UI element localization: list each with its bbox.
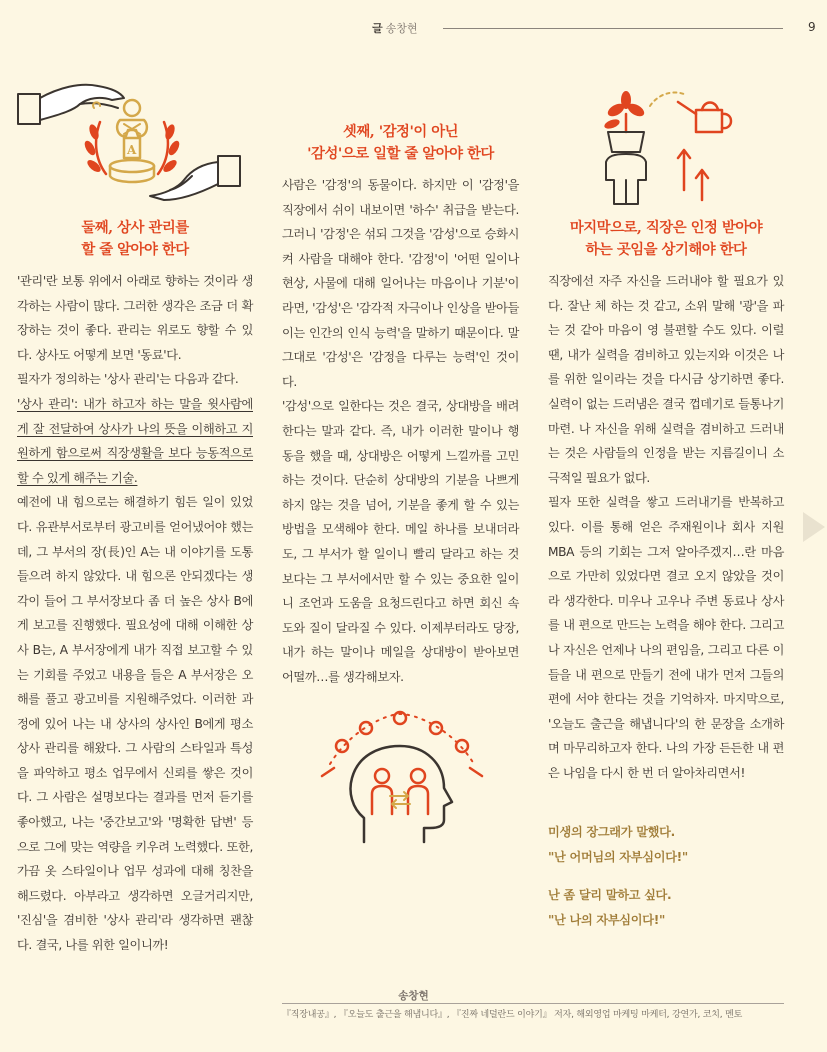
plant-head-watering-illustration: [598, 80, 748, 212]
paragraph: '감성'으로 일한다는 것은 결국, 상대방을 배려한다는 말과 같다. 즉, 내가 이러한 말이나 행동을 했을 때, 상대방은 어떻게 느낄까를 고민하는 것이다. 단순히 상대방의 기분을 나쁘게 하지 않는 것을 넘어, 기분을 좋게 할 수 있는 방법을 모색해야 한다. 메일 하나를 보내더라도, 그 부서가 할 일이니 빨리 달라고 하는 것보다는 그 부서에서만 할 수 있는 중요한 일이니 조언과 도움을 요청드린다고 하면 회신 속도와 질이 달라질 수 있다. 이제부터라도 당장, 내가 하는 말이나 메일을 상대방이 받아보면 어떨까…를 생각해보자.: [282, 399, 519, 684]
page-header: [0, 20, 827, 40]
hands-trophy-illustration: [14, 76, 244, 208]
header-rule: [443, 28, 783, 29]
closing-quote-2: 난 좀 달리 말하고 싶다. "난 나의 자부심이다!": [548, 888, 672, 927]
section-heading-manage-boss: 둘째, 상사 관리를 할 줄 알아야 한다: [81, 219, 189, 258]
section-heading-emotion: 셋째, '감정'이 아닌 '감성'으로 일할 줄 알아야 한다: [307, 123, 494, 162]
footer-rule: [282, 1003, 784, 1004]
paragraph: '관리'란 보통 위에서 아래로 향하는 것이라 생각하는 사람이 많다. 그러한 생각은 조금 더 확장하는 것이 좋다. 관리는 위로도 향할 수 있다. 상사도 어떻게 보면 '동료'다.: [17, 274, 253, 362]
closing-quote-1: 미생의 장그래가 말했다. "난 어머님의 자부심이다!": [548, 825, 688, 864]
paragraph: 사람은 '감정'의 동물이다. 하지만 이 '감정'을 직장에서 쉬이 내보이면 '하수' 취급을 받는다. 그러니 '감정'은 섞되 그것을 '감성'으로 승화시켜 사람을 대해야 한다. '감정'이 '어떤 일이나 현상, 사물에 대해 일어나는 마음이나 기분'이라면, '감성'은 '감각적 자극이나 인상을 받아들이는 인간의 인식 능력'을 말하기 때문이다. 말 그대로 '감성'은 '감정을 다루는 능력'인 것이다.: [282, 178, 519, 389]
right-column-body: [548, 269, 784, 785]
paragraph: 필자 또한 실력을 쌓고 드러내기를 반복하고 있다. 이를 통해 얻은 주재원이나 회사 지원 MBA 등의 기회는 그저 알아주겠지…란 마음으로 가만히 있었다면 결코 오지 않았을 것이라 생각한다. 미우나 고우나 주변 동료나 상사를 내 편으로 만드는 노력을 해야 한다. 그리고 나 자신은 언제나 나의 편임을, 그리고 다른 이들을 내 편으로 만들기 전에 내가 먼저 그들의 편에 서야 한다는 것을 기억하자. 마지막으로, '오늘도 출근을 해냅니다'의 한 문장을 소개하며 마무리하고자 한다. 나의 가장 든든한 내 편은 나임을 다시 한 번 더 알아차리면서!: [548, 495, 784, 780]
paragraph: 예전에 내 힘으로는 해결하기 힘든 일이 있었다. 유관부서로부터 광고비를 얻어냈어야 했는데, 그 부서의 장(長)인 A는 내 이야기를 도통 들으려 하지 않았다. 내 힘으론 안되겠다는 생각이 들어 그 부서장보다 좀 더 높은 상사 B에게 보고를 진행했다. 필요성에 대해 이해한 상사 B는, A 부서장에게 내가 직접 보고할 수 있는 기회를 주었고 내용을 들은 A 부서장은 오해를 풀고 광고비를 지원해주었다. 이러한 과정에 있어 나는 내 상사의 상사인 B에게 평소 상사 관리를 해왔다. 그 사람의 스타일과 특성을 파악하고 평소 업무에서 신뢰를 쌓은 것이다. 그 사람은 설명보다는 결과를 먼저 듣기를 좋아했고, 나는 '중간보고'와 '명확한 답변' 등으로 그에 맞는 역량을 키우려 노력했다. 또한, 가끔 옷 스타일이나 업무 성과에 대해 칭찬을 해드렸다. 아부라고 생각하면 오글거리지만, '진심'을 겸비한 '상사 관리'라 생각하면 괜찮다. 결국, 나를 위한 일이니까!: [17, 495, 253, 953]
author-name: 송창현: [398, 990, 429, 1002]
paragraph: 필자가 정의하는 '상사 관리'는 다음과 같다.: [17, 372, 239, 387]
left-column-body: [17, 269, 253, 958]
header-author: 글 송창현: [372, 22, 418, 35]
page-number: 9: [808, 20, 816, 34]
section-heading-recognition: 마지막으로, 직장은 인정 받아야 하는 곳임을 상기해야 한다: [569, 219, 763, 258]
definition-paragraph: '상사 관리': 내가 하고자 하는 말을 윗사람에게 잘 전달하여 상사가 나의 뜻을 이해하고 지원하게 함으로써 직장생활을 보다 능동적으로 할 수 있게 해주는 기술.: [17, 396, 253, 485]
next-page-arrow-icon[interactable]: [803, 512, 825, 542]
svg-text:A: A: [127, 143, 137, 157]
author-bio: 『직장내공』, 『오늘도 출근을 해냅니다』, 『진짜 네덜란드 이야기』 저자, 해외영업 마케팅 마케터, 강연가, 코치, 멘토: [282, 1010, 743, 1020]
middle-column-body: [282, 173, 519, 689]
head-exchange-illustration: [312, 702, 492, 852]
paragraph: 직장에선 자주 자신을 드러내야 할 필요가 있다. 잘난 체 하는 것 같고, 소위 말해 '광'을 파는 것 같아 마음이 영 불편할 수도 있다. 이럴 땐, 내가 실력을 겸비하고 있는지와 이것은 나를 위한 일이라는 것을 다시금 상기하면 좋다. 실력이 없는 드러냄은 결국 껍데기로 들통나기 마련. 나 자신을 위해 실력을 겸비하고 드러내는 것은 사람들의 인정을 받는 지름길이니 소극적일 필요가 없다.: [548, 274, 784, 485]
